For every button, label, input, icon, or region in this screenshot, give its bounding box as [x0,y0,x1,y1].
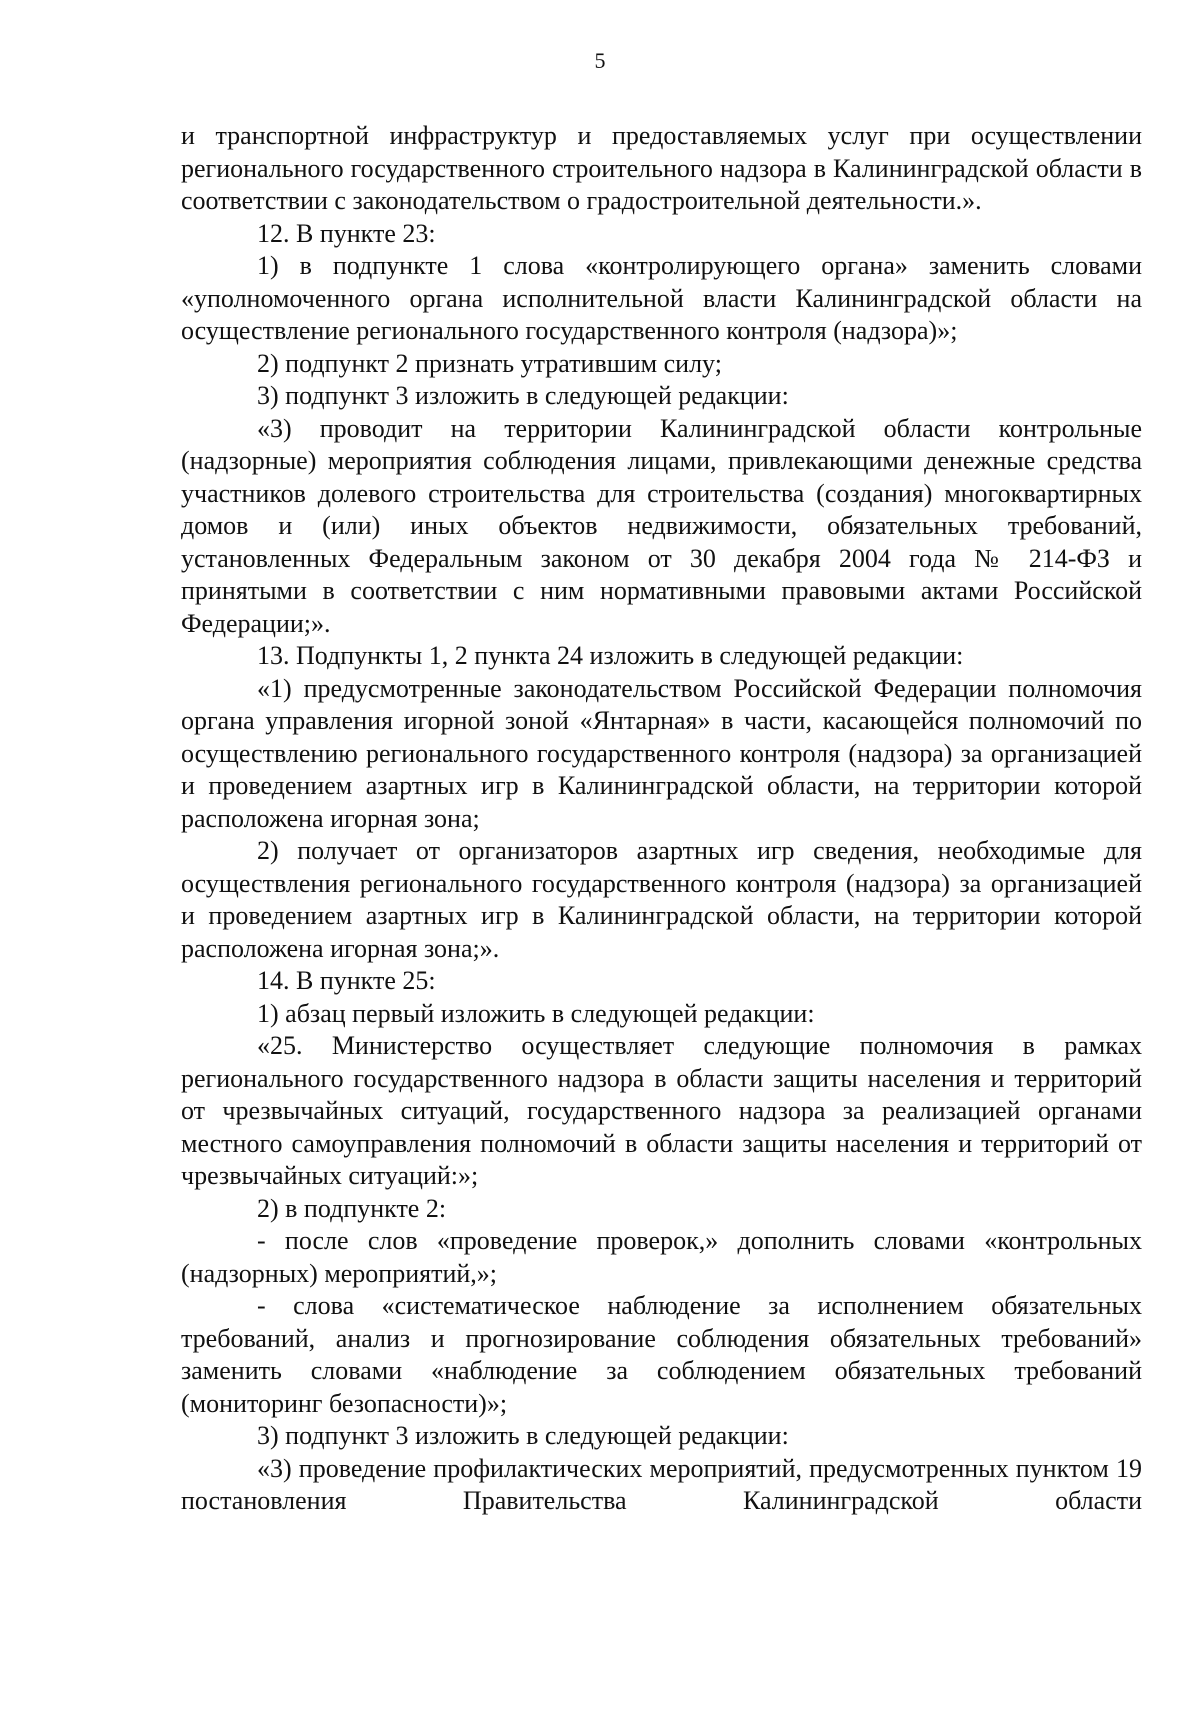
paragraph-dash-1: - после слов «проведение проверок,» дополнить словами «контрольных (надзорных) мероприятий,»; [181,1226,1142,1288]
paragraph-item-14: 14. В пункте 25: [257,966,436,995]
paragraph-item-12-3: 3) подпункт 3 изложить в следующей редакции: [257,381,789,410]
paragraph-item-14-3: 3) подпункт 3 изложить в следующей редакции: [257,1421,789,1450]
paragraph-item-13: 13. Подпункты 1, 2 пункта 24 изложить в следующей редакции: [257,641,964,670]
paragraph-quote-25: «25. Министерство осуществляет следующие полномочия в рамках регионального государственного надзора в области защиты населения и территорий от чрезвычайных ситуаций, государственного надзора за реализацией органами местного самоуправления полномочий в области защиты населения и территорий от чрезвычайных ситуаций:»; [181,1031,1142,1190]
document-body [181,120,1142,1518]
paragraph-item-14-2: 2) в подпункте 2: [257,1193,447,1223]
paragraph-continuation: и транспортной инфраструктур и предоставляемых услуг при осуществлении регионального государственного строительного надзора в Калининградской области в соответствии с законодательством о градостроительной деятельности.». [181,121,1142,215]
paragraph-quote-13-2: 2) получает от организаторов азартных игр сведения, необходимые для осуществления регионального государственного контроля (надзора) за организацией и проведением азартных игр в Калининградской области, на территории которой расположена игорная зона;». [181,836,1142,963]
paragraph-quote-3: «3) проводит на территории Калининградской области контрольные (надзорные) мероприятия соблюдения лицами, привлекающими денежные средства участников долевого строительства для строительства (создания) многоквартирных домов и (или) иных объектов недвижимости, обязательных требований, установленных Федеральным законом от 30 декабря 2004 года № 214-ФЗ и принятыми в соответствии с ним нормативными правовыми актами Российской Федерации;». [181,413,1142,638]
paragraph-dash-2: - слова «систематическое наблюдение за исполнением обязательных требований, анализ и прогнозирование соблюдения обязательных требований» заменить словами «наблюдение за соблюдением обязательных требований (мониторинг безопасности)»; [181,1291,1142,1418]
paragraph-quote-13-1: «1) предусмотренные законодательством Российской Федерации полномочия органа управления игорной зоной «Янтарная» в части, касающейся полномочий по осуществлению регионального государственного контроля (надзора) за организацией и проведением азартных игр в Калининградской области, на территории которой расположена игорная зона; [181,673,1142,833]
paragraph-item-14-1: 1) абзац первый изложить в следующей редакции: [257,998,815,1028]
page-number: 5 [594,48,606,73]
paragraph-item-12-1: 1) в подпункте 1 слова «контролирующего органа» заменить словами «уполномоченного органа исполнительной власти Калининградской области на осуществление регионального государственного контроля (надзора)»; [181,251,1142,345]
paragraph-item-12: 12. В пункте 23: [257,218,436,248]
paragraph-quote-14-3: «3) проведение профилактических мероприятий, предусмотренных пунктом 19 постановления Правительства Калининградской области [181,1453,1142,1515]
paragraph-item-12-2: 2) подпункт 2 признать утратившим силу; [257,348,722,378]
